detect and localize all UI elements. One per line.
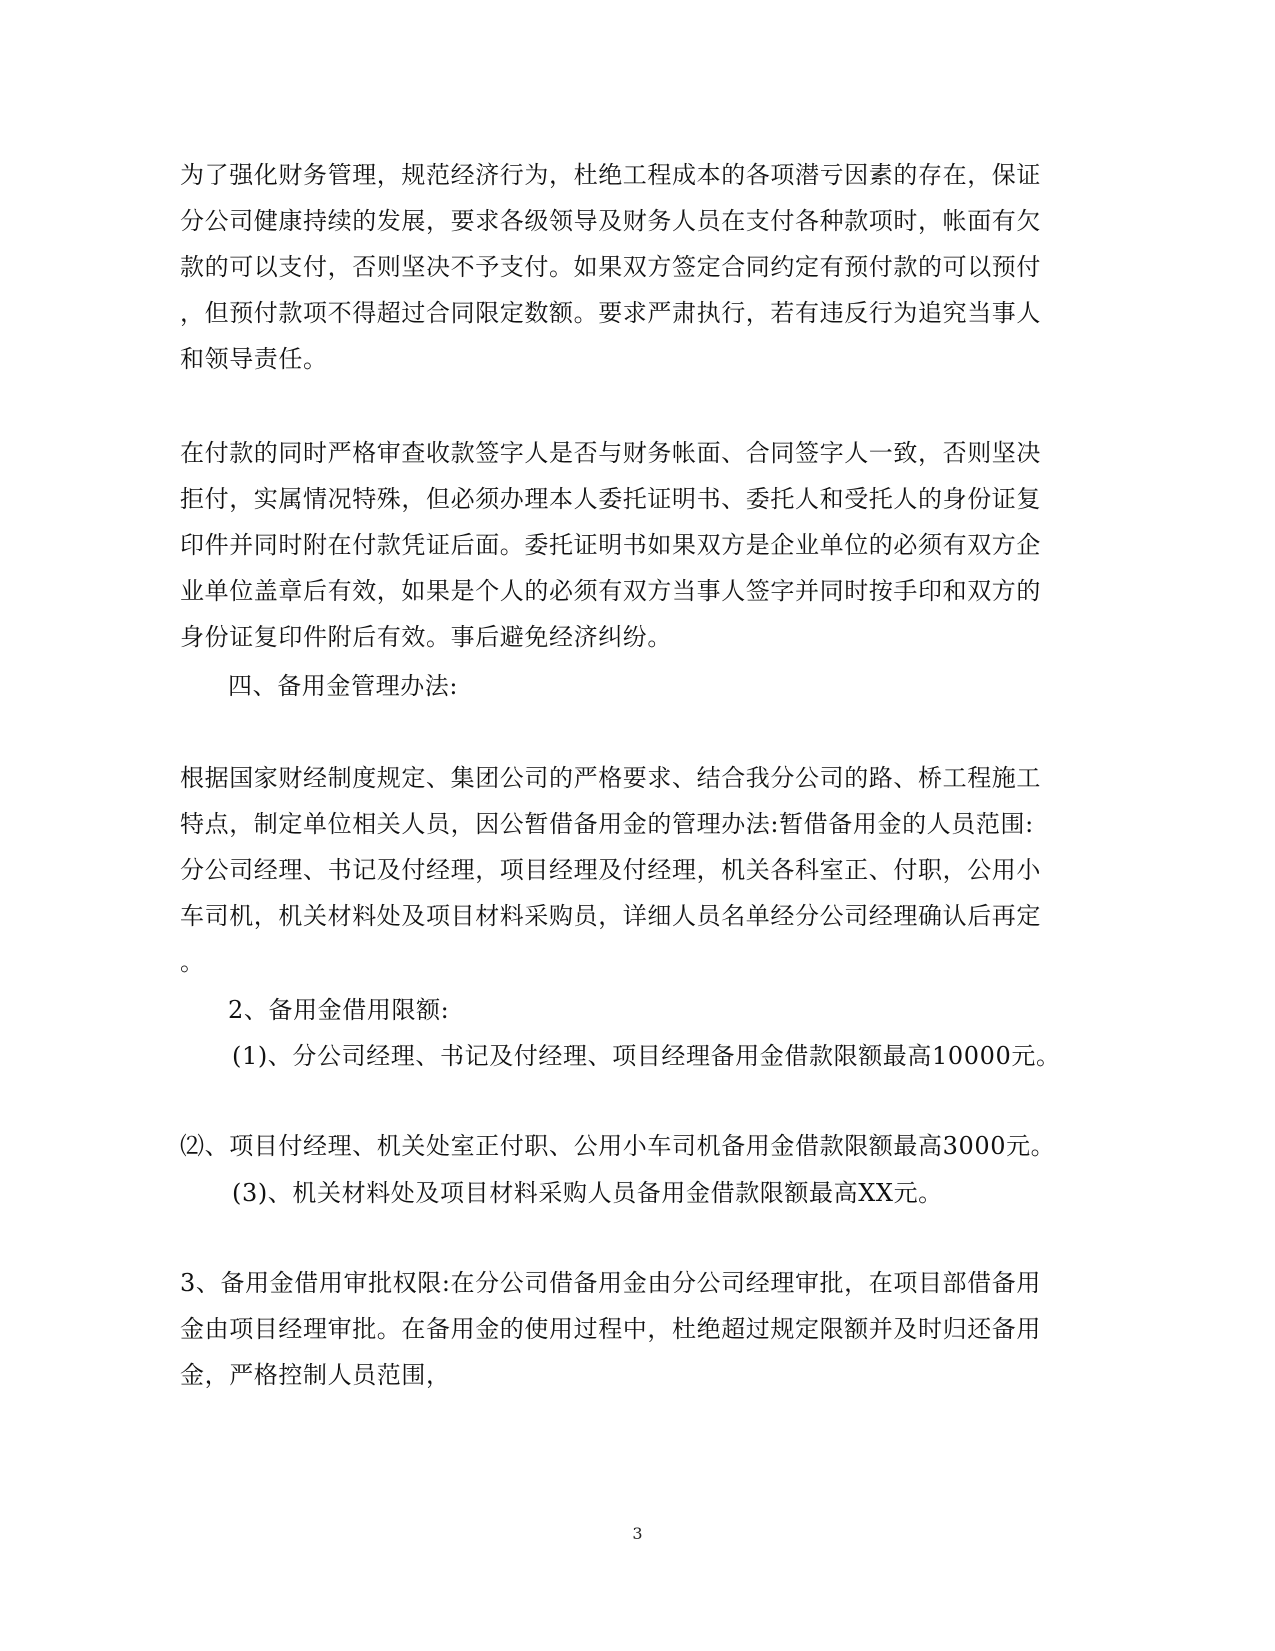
paragraph-4-line-3: 分公司经理、书记及付经理，项目经理及付经理，机关各科室正、付职，公用小	[180, 856, 1041, 884]
paragraph-1-line-4: ，但预付款项不得超过合同限定数额。要求严肃执行，若有违反行为追究当事人	[180, 299, 1041, 327]
limit-item-2: ⑵、项目付经理、机关处室正付职、公用小车司机备用金借款限额最高3000元。	[180, 1132, 1056, 1160]
paragraph-1-line-1: 为了强化财务管理，规范经济行为，杜绝工程成本的各项潜亏因素的存在，保证	[180, 161, 1041, 189]
paragraph-1-line-3: 款的可以支付，否则坚决不予支付。如果双方签定合同约定有预付款的可以预付	[180, 253, 1041, 281]
paragraph-2-line-1: 在付款的同时严格审查收款签字人是否与财务帐面、合同签字人一致，否则坚决	[180, 439, 1041, 467]
limit-item-3: (3)、机关材料处及项目材料采购人员备用金借款限额最高XX元。	[232, 1179, 943, 1207]
paragraph-2-line-3: 印件并同时附在付款凭证后面。委托证明书如果双方是企业单位的必须有双方企	[180, 531, 1041, 559]
paragraph-approval-line-2: 金由项目经理审批。在备用金的使用过程中，杜绝超过规定限额并及时归还备用	[180, 1315, 1041, 1343]
paragraph-2-line-2: 拒付，实属情况特殊，但必须办理本人委托证明书、委托人和受托人的身份证复	[180, 485, 1041, 513]
paragraph-4-line-4: 车司机，机关材料处及项目材料采购员，详细人员名单经分公司经理确认后再定	[180, 902, 1041, 930]
paragraph-2-line-4: 业单位盖章后有效，如果是个人的必须有双方当事人签字并同时按手印和双方的	[180, 577, 1041, 605]
paragraph-1-line-2: 分公司健康持续的发展，要求各级领导及财务人员在支付各种款项时，帐面有欠	[180, 207, 1041, 235]
paragraph-approval-line-1: 3、备用金借用审批权限:在分公司借备用金由分公司经理审批，在项目部借备用	[180, 1269, 1041, 1297]
paragraph-2-line-5: 身份证复印件附后有效。事后避免经济纠纷。	[180, 623, 672, 651]
limit-item-1: (1)、分公司经理、书记及付经理、项目经理备用金借款限额最高10000元。	[232, 1042, 1061, 1070]
paragraph-approval-line-3: 金，严格控制人员范围，	[180, 1361, 451, 1389]
paragraph-4-line-1: 根据国家财经制度规定、集团公司的严格要求、结合我分公司的路、桥工程施工	[180, 764, 1041, 792]
paragraph-1-line-5: 和领导责任。	[180, 345, 328, 373]
paragraph-4-line-5: 。	[180, 948, 205, 976]
paragraph-4-line-2: 特点，制定单位相关人员，因公暂借备用金的管理办法:暂借备用金的人员范围:	[180, 810, 1034, 838]
subsection-heading-2: 2、备用金借用限额:	[228, 996, 450, 1024]
section-heading-4: 四、备用金管理办法:	[228, 672, 459, 700]
page-number: 3	[632, 1524, 643, 1543]
